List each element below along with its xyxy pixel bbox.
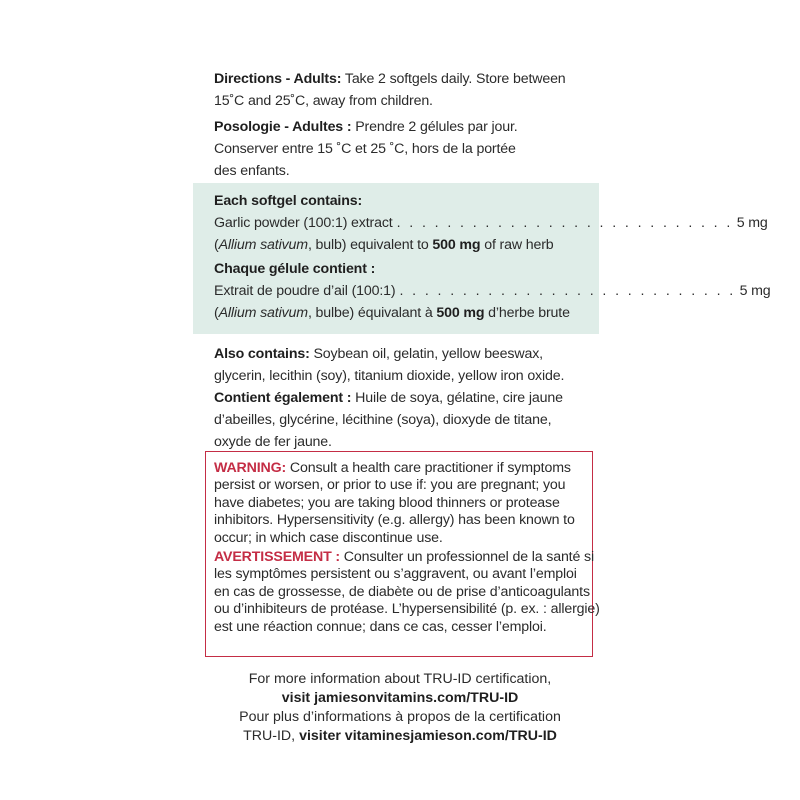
ingredient-fr-name: Extrait de poudre d’ail (100:1) [214,283,396,299]
warning-en-line4: inhibitors. Hypersensitivity (e.g. allergy) has been known to [214,512,575,529]
ingredient-en-source: (Allium sativum, bulb) equivalent to 500 mg of raw herb [214,237,554,253]
footer-url-en: visit jamiesonvitamins.com/TRU-ID [281,690,519,706]
ingredient-en-name: Garlic powder (100:1) extract [214,215,393,231]
warning-fr-line1: AVERTISSEMENT : Consulter un professionnel de la santé si [214,549,594,566]
also-en-title: Also contains: [214,346,310,362]
warning-fr-line3: en cas de grossesse, de diabète ou de prise d’anticoagulants [214,583,590,600]
warning-en-line1: WARNING: Consult a health care practitioner if symptoms [214,460,571,476]
warning-en-line5: occur; in which case discontinue use. [214,529,443,546]
also-en-line1: Also contains: Soybean oil, gelatin, yellow beeswax, [214,346,543,362]
directions-fr-line1: Posologie - Adultes : Prendre 2 gélules par jour. [214,119,518,135]
ingredient-row-en [214,212,768,234]
directions-fr-line2: Conserver entre 15 ˚C et 25 ˚C, hors de la portée [214,141,516,157]
directions-en-line1: Directions - Adults: Take 2 softgels daily. Store between [214,71,566,87]
also-fr-line3: oxyde de fer jaune. [214,434,332,450]
also-contains-section [214,343,594,453]
directions-fr-title: Posologie - Adultes : [214,119,352,135]
warning-en-title: WARNING: [214,460,287,476]
footer-line3: Pour plus d’informations à propos de la certification [239,709,561,725]
warning-section [214,460,600,636]
ingredient-en-amount: 5 mg [736,215,768,231]
directions-en-title: Directions - Adults: [214,71,342,87]
also-fr-title: Contient également : [214,390,352,406]
also-fr-line2: d’abeilles, glycérine, lécithine (soya), dioxyde de titane, [214,412,552,428]
warning-fr-line4: ou d’inhibiteurs de protéase. L’hypersensibilité (p. ex. : allergie) [214,601,600,618]
directions-en-line2: 15˚C and 25˚C, away from children. [214,93,433,109]
also-fr-line1: Contient également : Huile de soya, gélatine, cire jaune [214,390,563,406]
warning-fr-line5: est une réaction connue; dans ce cas, cesser l’emploi. [214,618,547,635]
warning-fr-line2: les symptômes persistent ou s’aggravent, ou avant l’emploi [214,566,577,583]
footer-line1: For more information about TRU-ID certification, [248,671,552,687]
warning-en-line2: persist or worsen, or prior to use if: you are pregnant; you [214,477,566,494]
ingredient-fr-source: (Allium sativum, bulbe) équivalant à 500 mg d’herbe brute [214,305,570,321]
directions-section [214,68,594,182]
also-en-line2: glycerin, lecithin (soy), titanium dioxide, yellow iron oxide. [214,368,565,384]
ingredient-fr-dots: . . . . . . . . . . . . . . . . . . . . . . . . . . . [399,283,736,299]
ingredient-fr-amount: 5 mg [739,283,771,299]
ingredients-en-title: Each softgel contains: [214,193,363,209]
warning-fr-title: AVERTISSEMENT : [214,549,340,566]
warning-en-line3: have diabetes; you are taking blood thinners or protease [214,494,560,511]
ingredient-en-dots: . . . . . . . . . . . . . . . . . . . . . . . . . . . [396,215,733,231]
tru-id-footer [200,670,600,746]
ingredient-row-fr [214,280,771,302]
directions-fr-line3: des enfants. [214,163,290,179]
footer-url-fr: TRU-ID, visiter vitaminesjamieson.com/TRU-ID [243,728,557,744]
ingredients-section [214,190,771,324]
ingredients-fr-title: Chaque gélule contient : [214,261,376,277]
